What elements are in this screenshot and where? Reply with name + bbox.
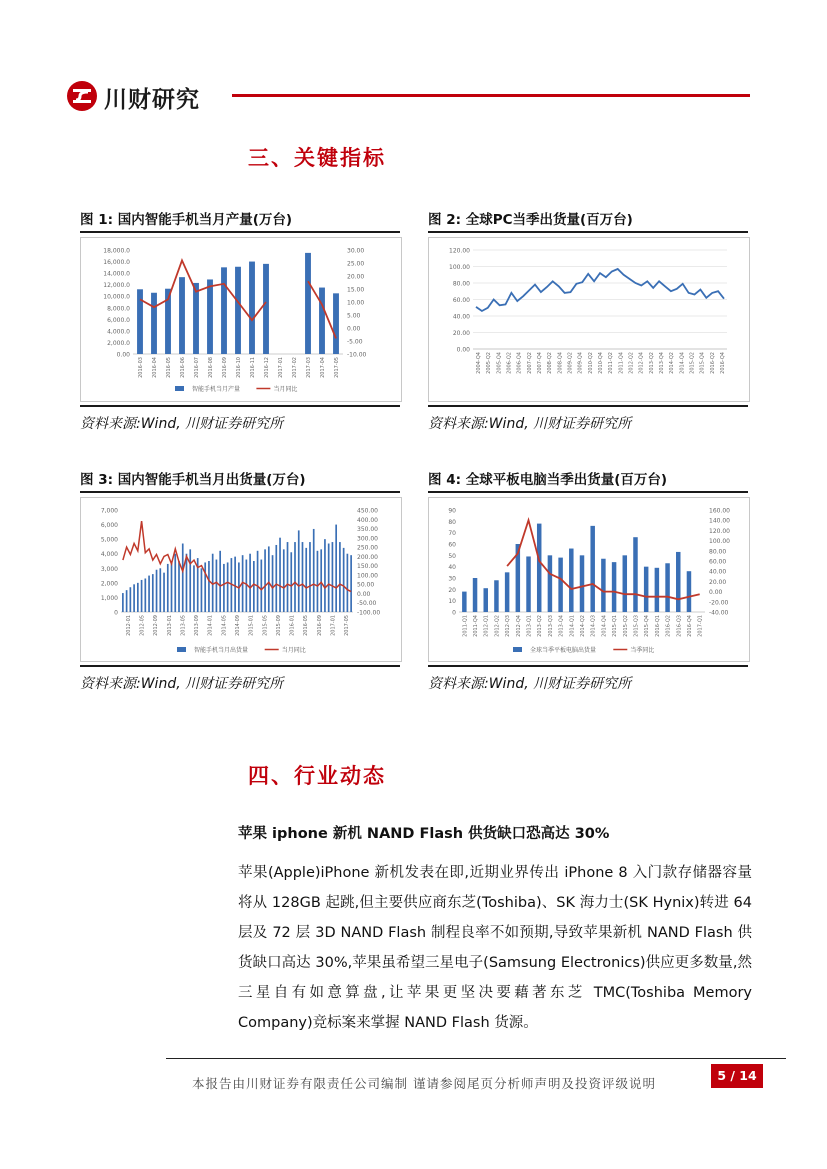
bar [473,578,477,612]
figure-4-caption-rule [428,491,748,493]
figure-2-chart [428,237,750,402]
x-tick-label: 2012-Q3 [505,615,512,637]
y-tick-label: 80.00 [452,280,470,288]
figure-3-caption-rule [80,491,400,493]
y2-tick-label: 0.00 [347,325,361,333]
bar [333,293,339,354]
y2-tick-label: 5.00 [347,312,361,320]
y2-tick-label: -100.00 [357,609,381,617]
x-tick-label: 2016-08 [208,357,214,378]
y2-tick-label: 100.00 [709,538,730,546]
x-tick-label: 2012-Q4 [515,615,522,637]
y2-tick-label: 300.00 [357,535,378,543]
bar [253,561,255,612]
bar [221,267,227,354]
bar [144,578,146,612]
y-tick-label: 0.00 [116,351,130,359]
x-tick-label: 2016-12 [264,357,270,378]
x-tick-label: 2012-05 [139,615,146,636]
bar [305,253,311,354]
x-tick-label: 2007-Q2 [526,352,533,374]
x-tick-label: 2016-05 [303,615,310,636]
legend-label: 当月同比 [273,386,298,393]
bar [580,555,584,612]
y-tick-label: 6,000 [100,522,118,530]
y2-tick-label: 100.00 [357,572,378,580]
x-tick-label: 2005-Q4 [496,352,503,374]
x-tick-label: 2016-05 [166,357,172,378]
legend-swatch [513,647,522,652]
figure-3-chart [80,497,402,662]
y-tick-label: 40.00 [452,313,470,321]
footer-disclaimer: 本报告由川财证券有限责任公司编制 谨请参阅尾页分析师声明及投资评级说明 [192,1076,656,1091]
x-tick-label: 2015-01 [248,615,255,636]
figure-2-source: 资料来源:Wind, 川财证券研究所 [428,416,632,432]
x-tick-label: 2014-09 [235,615,241,636]
x-tick-label: 2016-10 [236,357,242,378]
figure-2-source-rule [428,405,748,407]
x-tick-label: 2014-05 [221,615,228,636]
y2-tick-label: -5.00 [347,338,363,346]
x-tick-label: 2013-Q3 [547,615,554,637]
bar [126,590,128,612]
bar [279,538,281,612]
legend-label: 当月同比 [281,647,306,654]
y-tick-label: 5,000 [100,536,118,544]
x-tick-label: 2016-07 [194,357,200,378]
y2-tick-label: -10.00 [347,351,367,359]
bar [462,592,466,612]
x-tick-label: 2009-Q2 [567,352,574,374]
bar [612,562,616,612]
series-line [476,269,724,311]
bar [537,524,541,612]
bar [324,539,326,612]
y-tick-label: 4,000.0 [107,328,130,336]
x-tick-label: 2017-Q1 [697,615,704,637]
bar [505,572,509,612]
y2-tick-label: -40.00 [709,609,729,617]
bar [235,267,241,354]
x-tick-label: 2014-Q4 [679,352,686,374]
bar [665,563,669,612]
bar [133,584,135,612]
y-tick-label: 18,000.0 [103,247,130,255]
x-tick-label: 2017-03 [306,357,312,378]
bar [328,544,330,612]
y-tick-label: 70 [448,530,456,538]
y-tick-label: 0.00 [456,346,470,354]
figure-4-source: 资料来源:Wind, 川财证券研究所 [428,676,632,692]
bar [249,262,255,354]
figure-3-caption: 图 3: 国内智能手机当月出货量(万台) [80,472,306,488]
y-tick-label: 0 [452,609,456,617]
figure-1-caption-rule [80,231,400,233]
y2-tick-label: 20.00 [709,578,727,586]
page-number: 5 / 14 [711,1064,763,1088]
bar [219,551,221,612]
bar [151,293,157,354]
x-tick-label: 2005-Q2 [486,352,493,374]
y-tick-label: 60.00 [452,297,470,304]
x-tick-label: 2015-05 [262,615,269,636]
bar [332,542,334,612]
bar [178,561,180,612]
x-tick-label: 2016-Q3 [676,615,683,637]
figure-3-source: 资料来源:Wind, 川财证券研究所 [80,676,284,692]
x-tick-label: 2016-Q2 [709,352,716,374]
bar [159,568,161,612]
x-tick-label: 2013-01 [166,615,173,636]
bar [260,560,262,612]
y-tick-label: 16,000.0 [103,259,130,267]
bar [275,545,277,612]
bar [182,544,184,612]
x-tick-label: 2016-11 [250,357,256,378]
bar [174,554,176,612]
y2-tick-label: 140.00 [709,517,730,525]
bar [193,565,195,612]
bar [234,557,236,612]
x-tick-label: 2017-01 [278,357,284,378]
figure-1-source: 资料来源:Wind, 川财证券研究所 [80,416,284,432]
y-tick-label: 100.00 [449,264,470,271]
x-tick-label: 2012-Q2 [494,615,501,637]
bar [179,277,185,354]
legend-swatch [177,647,186,652]
x-tick-label: 2014-Q2 [669,352,676,374]
y-tick-label: 0 [114,609,118,617]
x-tick-label: 2016-09 [316,615,323,636]
y2-tick-label: 80.00 [709,548,727,556]
y-tick-label: 20.00 [452,330,470,337]
bar [130,587,132,612]
bar [350,555,352,612]
x-tick-label: 2013-09 [194,615,201,636]
x-tick-label: 2016-Q2 [665,615,672,637]
x-tick-label: 2006-Q4 [516,352,523,374]
y2-tick-label: 15.00 [347,286,365,294]
x-tick-label: 2011-Q2 [608,352,615,374]
x-tick-label: 2017-02 [292,357,298,378]
y2-tick-label: 0.00 [709,589,723,597]
x-tick-label: 2010-Q4 [598,352,604,374]
bar [122,593,124,612]
bar [268,546,270,612]
x-tick-label: 2013-Q4 [658,352,665,374]
section-title-key-indicators: 三、关键指标 [248,146,386,170]
y-tick-label: 50 [448,552,456,560]
bar [676,552,680,612]
y2-tick-label: -50.00 [357,600,377,608]
bar [298,530,300,612]
x-tick-label: 2017-05 [334,357,340,378]
y-tick-label: 2,000.0 [107,339,130,347]
y-tick-label: 30 [448,575,456,583]
bar [167,564,169,612]
x-tick-label: 2011-Q4 [473,615,480,637]
y2-tick-label: 450.00 [357,507,378,515]
bar [223,564,225,612]
bar [335,525,337,612]
news-headline: 苹果 iphone 新机 NAND Flash 供货缺口恐高达 30% [238,826,610,842]
x-tick-label: 2015-Q4 [699,352,706,374]
x-tick-label: 2015-Q2 [689,352,696,374]
x-tick-label: 2012-Q2 [628,352,635,374]
y2-tick-label: 10.00 [347,299,365,307]
y2-tick-label: -20.00 [709,599,729,607]
bar [339,542,341,612]
bar [290,552,292,612]
figure-1-chart [80,237,402,402]
x-tick-label: 2017-04 [320,357,326,378]
y-tick-label: 3,000 [100,565,118,573]
x-tick-label: 2016-01 [289,615,296,636]
x-tick-label: 2012-Q1 [483,615,490,637]
bar [141,580,143,612]
x-tick-label: 2012-01 [125,615,132,636]
figure-2-caption: 图 2: 全球PC当季出货量(百万台) [428,212,633,228]
figure-4-source-rule [428,665,748,667]
legend-label: 全球当季平板电脑出货量 [530,647,597,654]
bar [257,551,259,612]
bar [309,542,311,612]
x-tick-label: 2016-09 [222,357,228,378]
bar [156,570,158,612]
figure-4-chart [428,497,750,662]
bar [186,554,188,612]
x-tick-label: 2014-Q3 [590,615,597,637]
x-tick-label: 2017-01 [330,615,337,636]
x-tick-label: 2006-Q2 [506,352,513,374]
bar [347,554,349,612]
x-tick-label: 2015-Q1 [612,615,619,637]
bar [148,576,150,612]
bar [494,580,498,612]
y2-tick-label: 200.00 [357,553,378,561]
x-tick-label: 2014-01 [207,615,214,636]
bar [558,558,562,612]
y-tick-label: 4,000 [100,551,118,559]
x-tick-label: 2015-Q2 [622,615,629,637]
bar [216,560,218,612]
bar [171,561,173,612]
bar [302,542,304,612]
y2-tick-label: 120.00 [709,527,730,535]
y-tick-label: 20 [448,586,456,594]
y-tick-label: 1,000 [100,594,118,602]
y2-tick-label: 150.00 [357,563,378,571]
news-body: 苹果(Apple)iPhone 新机发表在即,近期业界传出 iPhone 8 入门款存储器容量将从 128GB 起跳,但主要供应商东芝(Toshiba)、SK 海力士(SK Hynix)转进 64 层及 72 层 3D NAND Flash 制程良率不如预期,导致苹果新机 NAND Flash 供货缺口高达 30%,苹果虽希望三星电子(Samsung Electronics)供应更多数量,然三星自有如意算盘,让苹果更坚决要藉著东芝 TMC(Toshiba Memory Company)竞标案来掌握 NAND Flash 货源。 [238,865,752,1031]
bar [644,567,648,612]
bar [287,542,289,612]
figure-1-source-rule [80,405,400,407]
legend-label: 智能手机当月出货量 [194,647,249,654]
x-tick-label: 2007-Q4 [537,352,544,374]
bar [207,279,213,354]
figure-4-caption: 图 4: 全球平板电脑当季出货量(百万台) [428,472,668,488]
bar [201,568,203,612]
x-tick-label: 2013-Q4 [558,615,565,637]
y2-tick-label: 400.00 [357,516,378,524]
bar [263,264,269,354]
y2-tick-label: 50.00 [357,581,375,589]
x-tick-label: 2011-Q1 [462,615,469,637]
y2-tick-label: 40.00 [709,568,727,576]
footer-rule [166,1058,786,1059]
section-title-industry-news: 四、行业动态 [248,764,386,788]
bar [623,555,627,612]
bar [548,555,552,612]
y2-tick-label: 60.00 [709,558,727,566]
x-tick-label: 2010-Q2 [587,352,594,374]
x-tick-label: 2017-05 [344,615,351,636]
bar [317,551,319,612]
y-tick-label: 10 [448,598,456,606]
x-tick-label: 2012-Q4 [638,352,645,374]
y-tick-label: 7,000 [100,507,118,515]
bar [319,288,325,354]
legend-label: 当季同比 [630,647,655,654]
bar [152,574,154,612]
x-tick-label: 2012-09 [153,615,160,636]
y2-tick-label: 0.00 [357,590,371,598]
x-tick-label: 2008-Q2 [547,352,554,374]
y-tick-label: 8,000.0 [107,305,130,313]
bar [483,588,487,612]
bar [294,542,296,612]
bar [305,548,307,612]
y-tick-label: 14,000.0 [103,270,130,278]
y-tick-label: 80 [448,518,456,526]
brand-logo-icon [66,80,98,112]
y-tick-label: 120.00 [449,247,470,255]
bar [590,526,594,612]
bar [526,556,530,612]
x-tick-label: 2011-Q4 [618,352,625,374]
brand-name: 川财研究 [104,87,200,113]
bar [137,583,139,612]
x-tick-label: 2013-05 [180,615,187,636]
x-tick-label: 2008-Q4 [557,352,564,374]
bar [272,555,274,612]
bar [264,549,266,612]
figure-3-source-rule [80,665,400,667]
bar [601,559,605,612]
bar [687,571,691,612]
y2-tick-label: 30.00 [347,247,365,255]
bar [204,562,206,612]
y-tick-label: 6,000.0 [107,316,130,324]
y-tick-label: 12,000.0 [103,282,130,290]
x-tick-label: 2015-09 [275,615,282,636]
x-tick-label: 2014-Q2 [580,615,586,637]
bar [249,554,251,612]
legend-swatch [175,386,184,391]
x-tick-label: 2013-Q2 [648,352,655,374]
y2-tick-label: 350.00 [357,526,378,534]
y2-tick-label: 250.00 [357,544,378,552]
figure-1-caption: 图 1: 国内智能手机当月产量(万台) [80,212,293,228]
x-tick-label: 2016-Q4 [719,352,726,374]
y2-tick-label: 160.00 [709,507,730,515]
bar [189,549,191,612]
bar [313,529,315,612]
x-tick-label: 2016-04 [152,357,158,378]
figure-2-caption-rule [428,231,748,233]
x-tick-label: 2015-Q3 [633,615,640,637]
x-tick-label: 2013-Q2 [537,615,544,637]
x-tick-label: 2016-Q4 [686,615,693,637]
bar [193,283,199,354]
y-tick-label: 10,000.0 [103,293,130,301]
x-tick-label: 2016-03 [138,357,144,378]
x-tick-label: 2015-Q4 [644,615,651,637]
x-tick-label: 2013-Q1 [526,615,533,637]
bar [163,573,165,612]
y-tick-label: 40 [448,564,456,572]
y-tick-label: 2,000 [100,580,118,588]
bar [137,289,143,354]
y-tick-label: 90 [448,507,456,515]
bar [283,549,285,612]
x-tick-label: 2016-06 [180,357,186,378]
x-tick-label: 2009-Q4 [577,352,584,374]
bar [569,549,573,612]
x-tick-label: 2016-Q1 [654,615,661,637]
header-rule [232,94,750,97]
y2-tick-label: 25.00 [347,260,365,268]
bar [208,561,210,612]
bar [320,549,322,612]
bar [227,562,229,612]
bar [655,568,659,612]
x-tick-label: 2004-Q4 [476,352,483,374]
x-tick-label: 2014-Q4 [601,615,608,637]
y-tick-label: 60 [448,541,456,549]
x-tick-label: 2014-Q1 [569,615,576,637]
bar [343,548,345,612]
y2-tick-label: 20.00 [347,273,365,281]
bar [633,537,637,612]
legend-label: 智能手机当月产量 [192,386,241,393]
